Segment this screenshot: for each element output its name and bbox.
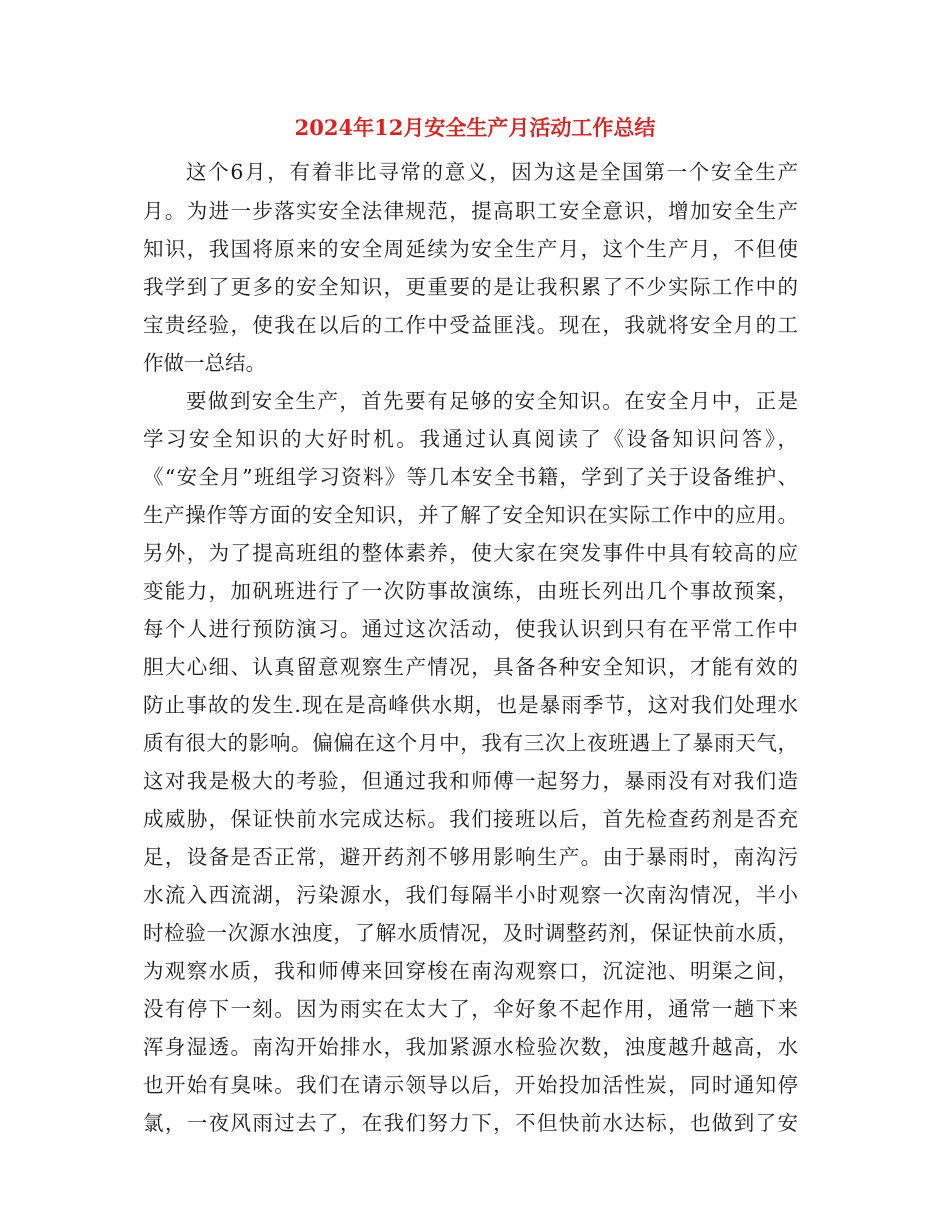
paragraph-2-line-12: 成威胁，保证快前水完成达标。我们接班以后，首先检查药剂是否充 xyxy=(143,807,798,831)
paragraph-2-line-2: 学习安全知识的大好时机。我通过认真阅读了《设备知识问答》， xyxy=(143,427,798,451)
paragraph-1-line-4: 我学到了更多的安全知识，更重要的是让我积累了不少实际工作中的 xyxy=(143,275,798,299)
paragraph-2-line-7: 每个人进行预防演习。通过这次活动，使我认识到只有在平常工作中 xyxy=(143,617,798,641)
document-title: 2024年12月安全生产月活动工作总结 xyxy=(294,115,656,140)
paragraph-1-line-6: 作做一总结。 xyxy=(143,351,266,375)
paragraph-2-line-1: 要做到安全生产，首先要有足够的安全知识。在安全月中，正是 xyxy=(186,389,798,413)
paragraph-2-line-15: 时检验一次源水浊度，了解水质情况，及时调整药剂，保证快前水质， xyxy=(143,921,798,945)
paragraph-2-line-18: 浑身湿透。南沟开始排水，我加紧源水检验次数，浊度越升越高，水 xyxy=(143,1035,798,1059)
paragraph-2-line-14: 水流入西流湖，污染源水，我们每隔半小时观察一次南沟情况，半小 xyxy=(143,883,798,907)
paragraph-1-line-1: 这个6月，有着非比寻常的意义，因为这是全国第一个安全生产 xyxy=(186,160,798,184)
paragraph-2-line-13: 足，设备是否正常，避开药剂不够用影响生产。由于暴雨时，南沟污 xyxy=(143,845,798,869)
paragraph-1-line-3: 知识，我国将原来的安全周延续为安全生产月，这个生产月，不但使 xyxy=(143,237,798,261)
paragraph-1-line-5: 宝贵经验，使我在以后的工作中受益匪浅。现在，我就将安全月的工 xyxy=(143,313,798,337)
paragraph-2-line-3: 《“安全月”班组学习资料》等几本安全书籍，学到了关于设备维护、 xyxy=(143,465,798,489)
paragraph-2-line-10: 质有很大的影响。偏偏在这个月中，我有三次上夜班遇上了暴雨天气， xyxy=(143,731,798,755)
paragraph-2-line-8: 胆大心细、认真留意观察生产情况，具备各种安全知识，才能有效的 xyxy=(143,655,798,679)
paragraph-2-line-9: 防止事故的发生.现在是高峰供水期，也是暴雨季节，这对我们处理水 xyxy=(143,693,798,717)
paragraph-2-line-20: 氯，一夜风雨过去了，在我们努力下，不但快前水达标，也做到了安 xyxy=(143,1111,798,1135)
paragraph-1-line-2: 月。为进一步落实安全法律规范，提高职工安全意识，增加安全生产 xyxy=(143,199,798,223)
paragraph-2-line-17: 没有停下一刻。因为雨实在太大了，伞好象不起作用，通常一趟下来 xyxy=(143,997,798,1021)
paragraph-2-line-19: 也开始有臭味。我们在请示领导以后，开始投加活性炭，同时通知停 xyxy=(143,1073,798,1097)
paragraph-2-line-4: 生产操作等方面的安全知识，并了解了安全知识在实际工作中的应用。 xyxy=(143,503,798,527)
paragraph-2-line-6: 变能力，加矾班进行了一次防事故演练，由班长列出几个事故预案， xyxy=(143,579,798,603)
paragraph-2-line-5: 另外，为了提高班组的整体素养，使大家在突发事件中具有较高的应 xyxy=(143,541,798,565)
paragraph-2-line-16: 为观察水质，我和师傅来回穿梭在南沟观察口，沉淀池、明渠之间， xyxy=(143,959,798,983)
paragraph-2-line-11: 这对我是极大的考验，但通过我和师傅一起努力，暴雨没有对我们造 xyxy=(143,769,798,793)
